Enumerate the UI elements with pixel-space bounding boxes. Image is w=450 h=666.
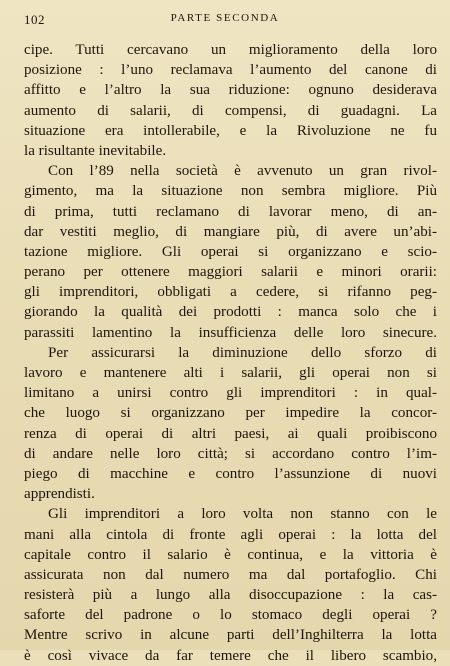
text-line: dar vestiti meglio, di mangiare più, di avere un’abi- xyxy=(24,223,437,240)
running-head: PARTE SECONDA xyxy=(170,12,280,24)
text-line: giorando la qualità dei prodotti : manca solo che i xyxy=(24,304,437,321)
text-line: gli imprenditori, obbligati a cedere, si rifanno peg- xyxy=(24,284,437,301)
text-line: Mentre scrivo in alcune parti dell’Inghilterra la lotta xyxy=(24,627,437,644)
text-line: aumento di salarii, di compensi, di guadagni. La xyxy=(24,102,437,119)
text-line: posizione : l’uno reclamava l’aumento del canone di xyxy=(24,62,437,79)
page-number: 102 xyxy=(24,12,45,27)
text-line: Con l’89 nella società è avvenuto un gran rivol- xyxy=(48,163,437,180)
text-line: situazione era intollerabile, e la Rivoluzione ne fu xyxy=(24,122,437,139)
text-line: saforte del padrone o lo stomaco degli operai ? xyxy=(24,607,437,624)
text-line: limitano a unirsi contro gli imprenditori : in qual- xyxy=(24,385,437,402)
text-line: mani alla cintola di fronte agli operai : la lotta del xyxy=(24,526,437,543)
text-line: gimento, ma la situazione non sembra migliore. Più xyxy=(24,183,437,200)
text-line: piego di macchine e contro l’assunzione di nuovi xyxy=(24,465,437,482)
text-line: capitale contro il salario è continua, e la vittoria è xyxy=(24,546,437,563)
text-line: la risultante inevitabile. xyxy=(24,142,167,159)
text-line: tazione migliore. Gli operai si organizzano e scio- xyxy=(24,243,437,260)
text-line: apprendisti. xyxy=(24,486,95,503)
text-line: di prima, tutti reclamano di lavorar meno, di an- xyxy=(24,203,437,220)
text-line: cipe. Tutti cercavano un miglioramento della loro xyxy=(24,42,437,58)
text-line: che luogo si organizzano per impedire la concor- xyxy=(24,405,437,422)
text-line: assicurata non dal numero ma dal portafoglio. Chi xyxy=(24,566,437,583)
text-line: è così vivace da far temere che il libero scambio, xyxy=(24,647,437,664)
text-line: Per assicurarsi la diminuzione dello sforzo di xyxy=(48,344,437,361)
page-header xyxy=(0,12,450,30)
text-line: resisterà più a lungo alla disoccupazione : la cas- xyxy=(24,587,437,604)
text-line: parassiti lamentino la insufficienza delle loro sinecure. xyxy=(24,324,437,341)
text-line: affitto e l’altro la sua riduzione: ognuno desiderava xyxy=(24,82,437,99)
text-line: lavoro e mantenere alti i salarii, gli operai non si xyxy=(24,365,437,381)
text-line: di andare nelle loro città; si accordano contro l’im- xyxy=(24,445,437,462)
body-text xyxy=(24,40,437,666)
text-line: perano per ottenere maggiori salarii e minori orarii: xyxy=(24,264,437,281)
text-line: renza di operai di altri paesi, ai quali proibiscono xyxy=(24,425,437,442)
text-line: Gli imprenditori a loro volta non stanno con le xyxy=(48,506,437,523)
